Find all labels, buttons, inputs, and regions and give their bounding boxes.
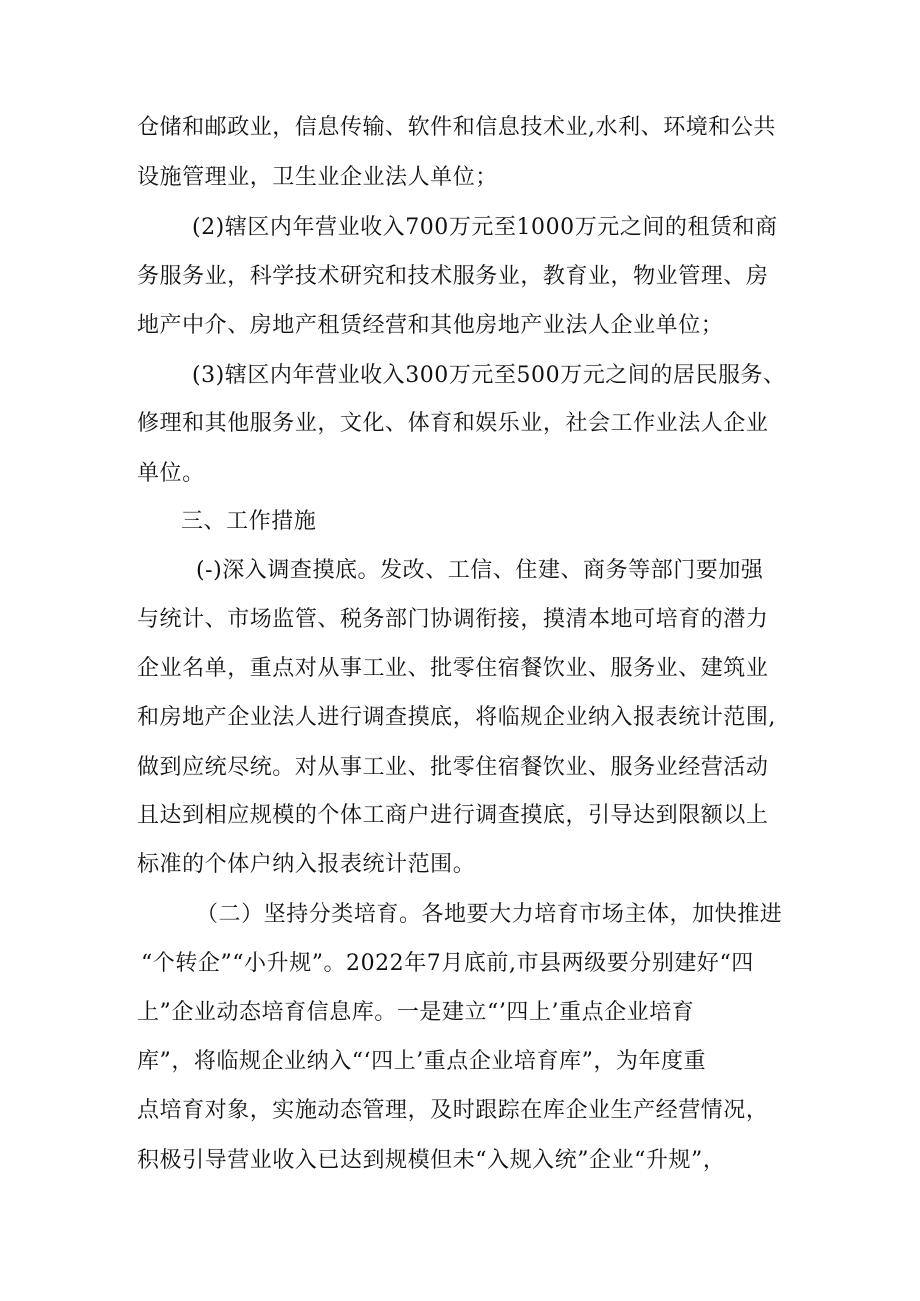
- paragraph-line: (3)辖区内年营业收入300万元至500万元之间的居民服务、: [192, 363, 786, 388]
- paragraph-line: （二）坚持分类培育。各地要大力培育市场主体，加快推进: [196, 902, 783, 927]
- paragraph-line: 修理和其他服务业，文化、体育和娱乐业，社会工作业法人企业: [137, 411, 769, 436]
- paragraph-line: 企业名单，重点对从事工业、批零住宿餐饮业、服务业、建筑业: [137, 656, 769, 681]
- paragraph-line: 积极引导营业收入已达到规模但未“入规入统”企业“升规”，: [137, 1148, 726, 1173]
- paragraph-line: 库”，将临规企业纳入“‘四上’重点企业培育库”，为年度重: [137, 1049, 707, 1074]
- paragraph-line: 且达到相应规模的个体工商户进行调查摸底，引导达到限额以上: [137, 803, 769, 828]
- paragraph-line: 做到应统尽统。对从事工业、批零住宿餐饮业、服务业经营活动: [137, 755, 769, 780]
- paragraph-line: 点培育对象，实施动态管理，及时跟踪在库企业生产经营情况，: [137, 1098, 769, 1123]
- paragraph-line: (2)辖区内年营业收入700万元至1000万元之间的租赁和商: [192, 215, 778, 240]
- paragraph-line: “个转企”“小升规”。2022年7月底前,市县两级要分别建好“四: [141, 951, 754, 976]
- paragraph-line: 设施管理业，卫生业企业法人单位；: [137, 165, 498, 190]
- paragraph-line: 仓储和邮政业，信息传输、软件和信息技术业,水利、环境和公共: [137, 115, 776, 140]
- paragraph-line: 和房地产企业法人进行调查摸底，将临规企业纳入报表统计范围,: [137, 705, 776, 730]
- paragraph-line: 地产中介、房地产租赁经营和其他房地产业法人企业单位；: [137, 313, 724, 338]
- paragraph-line: (-)深入调查摸底。发改、工信、住建、商务等部门要加强: [196, 558, 764, 583]
- paragraph-line: 标准的个体户纳入报表统计范围。: [137, 852, 476, 877]
- paragraph-line: 上”企业动态培育信息库。一是建立“’四上’重点企业培育: [137, 1000, 695, 1025]
- paragraph-line: 单位。: [137, 461, 205, 486]
- paragraph-line: 务服务业，科学技术研究和技术服务业，教育业，物业管理、房: [137, 264, 769, 289]
- paragraph-line: 与统计、市场监管、税务部门协调衔接，摸清本地可培育的潜力: [137, 607, 769, 632]
- section-heading: 三、工作措施: [181, 509, 317, 534]
